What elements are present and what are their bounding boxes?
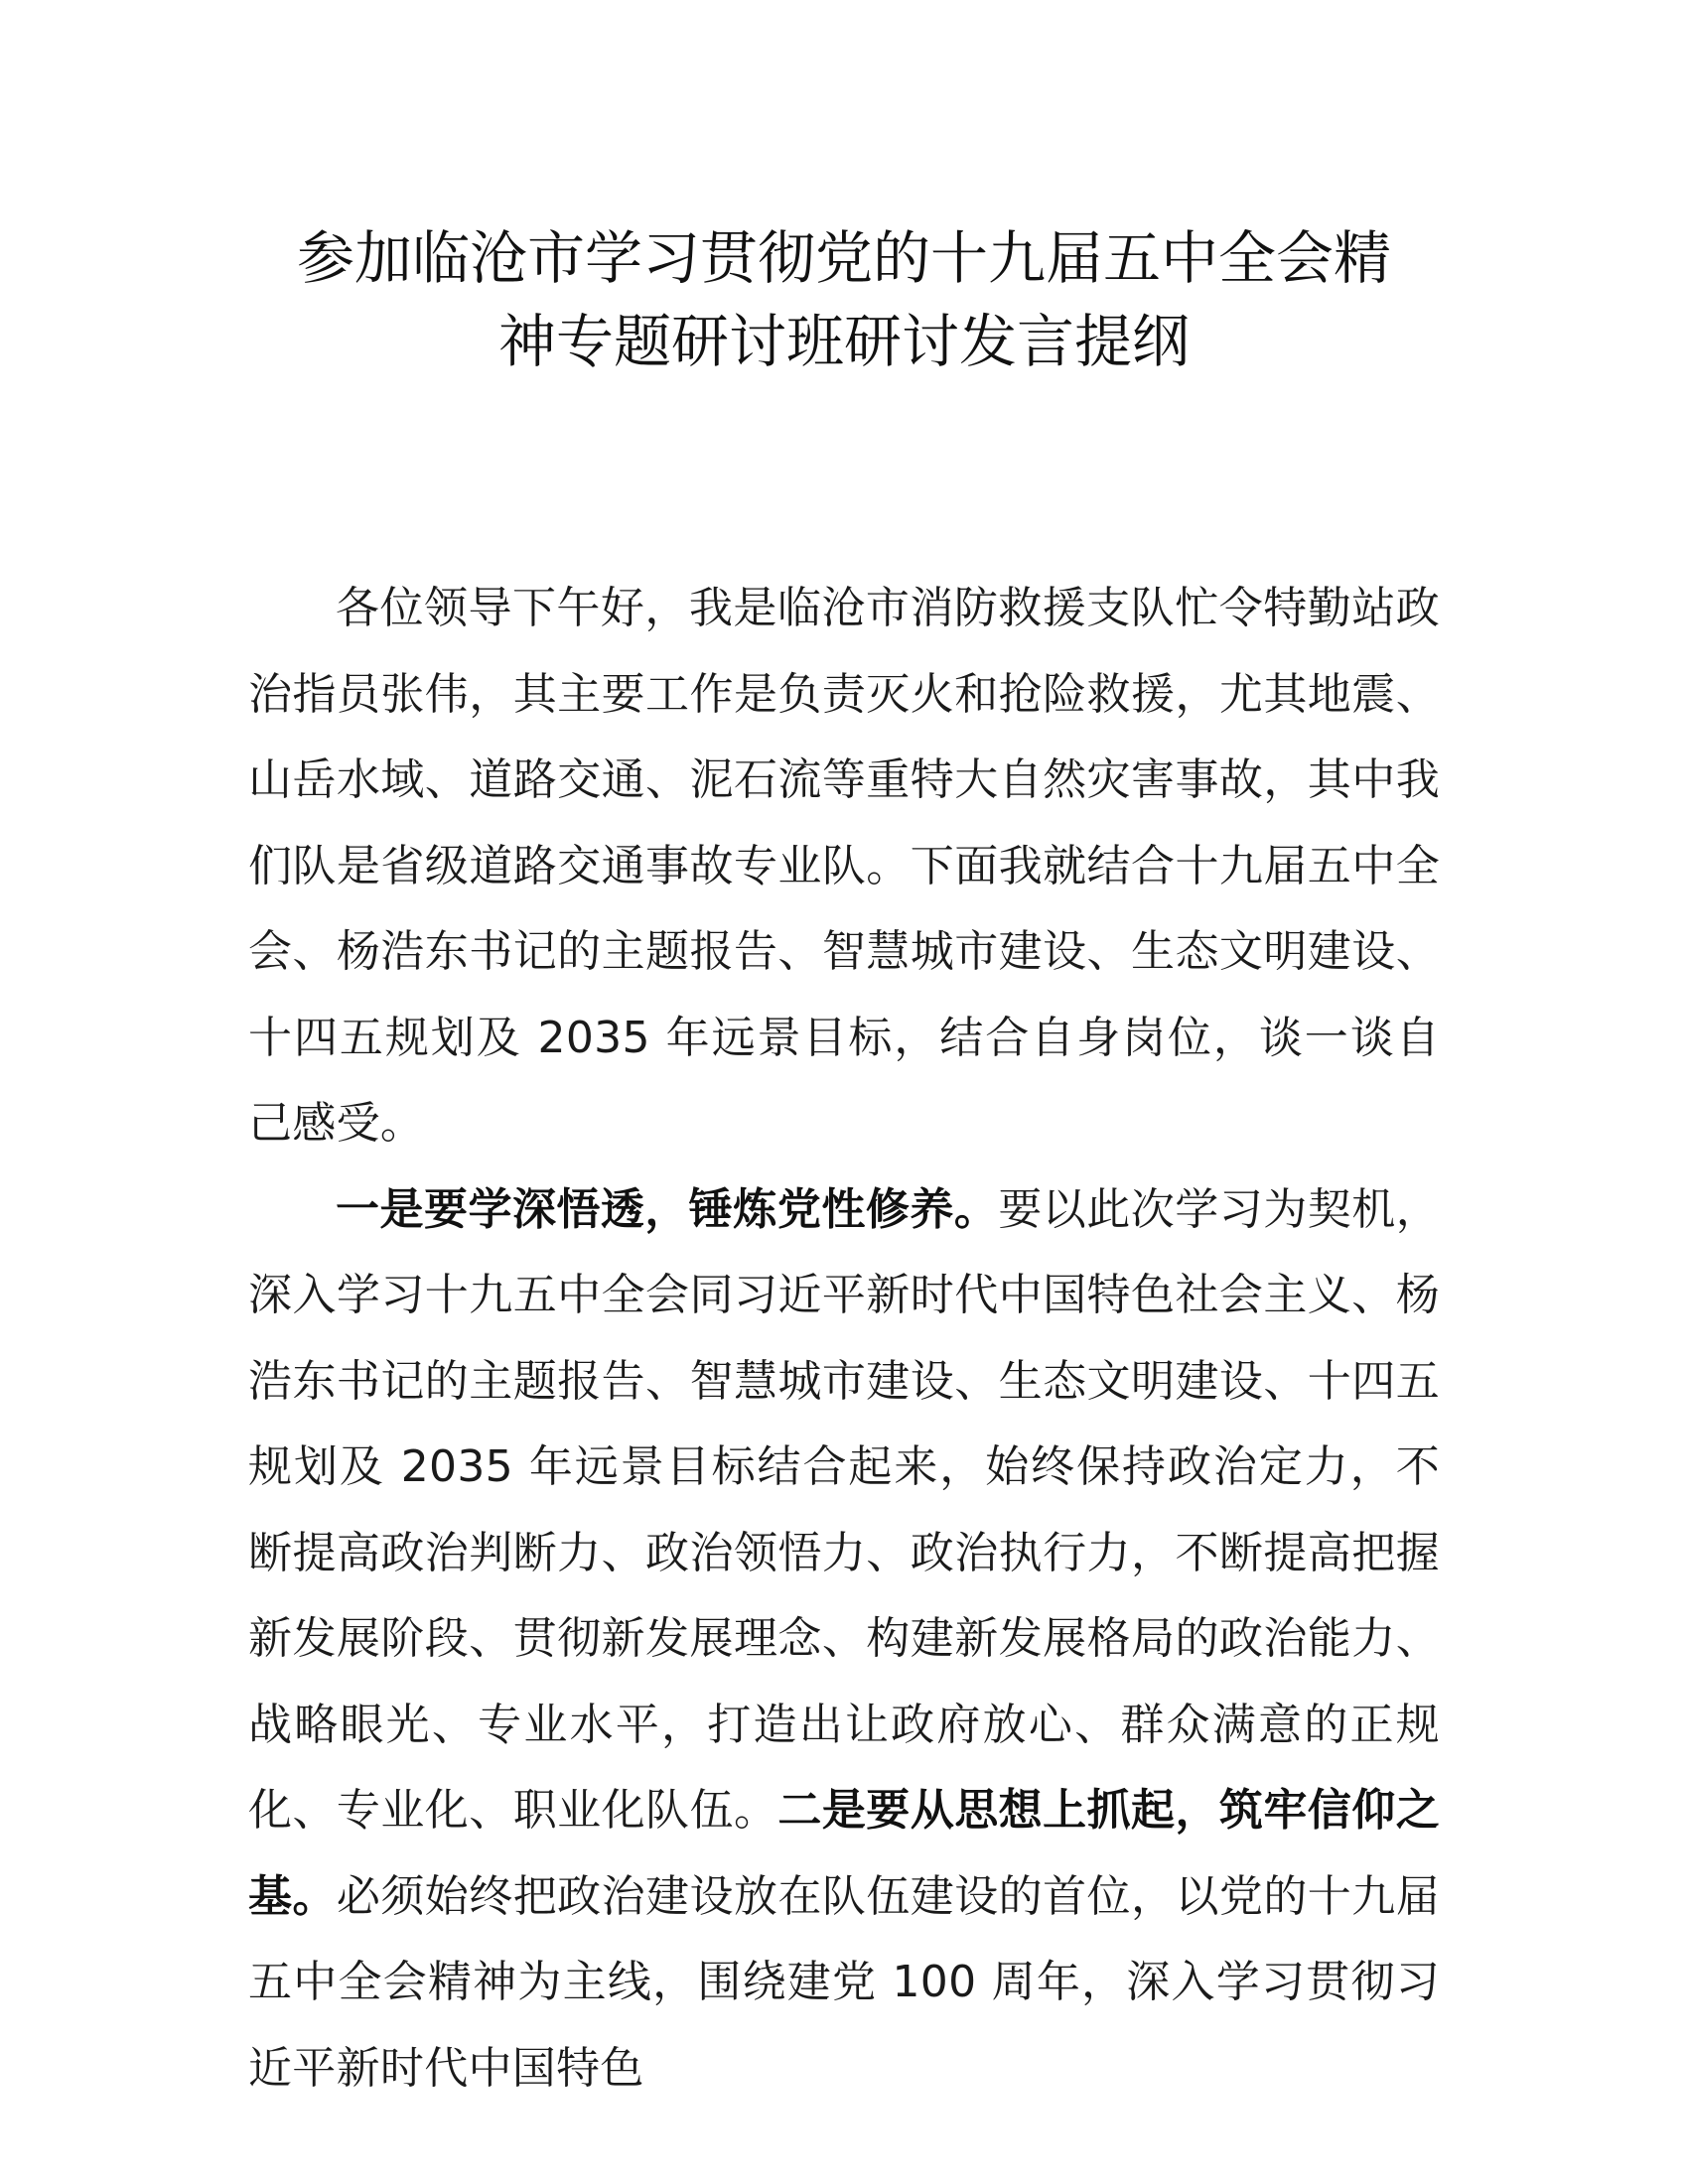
point-one-text: 要以此次学习为契机，深入学习十九五中全会同习近平新时代中国特色社会主义、杨浩东书记的主题报告、智慧城市建设、生态文明建设、十四五规划及 2035 年远景目标结合起来，始终保持政治定力，不断提高政治判断力、政治领悟力、政治执行力，不断提高把握新发展阶段、贯彻新发展理念、构建新发展格局的政治能力、战略眼光、专业水平，打造出让政府放心、群众满意的正规化、专业化、职业化队伍。 <box>248 1183 1440 1836</box>
document-body <box>248 566 1440 2112</box>
paragraph-intro: 各位领导下午好，我是临沧市消防救援支队忙令特勤站政治指员张伟，其主要工作是负责灭火和抢险救援，尤其地震、山岳水域、道路交通、泥石流等重特大自然灾害事故，其中我们队是省级道路交通事故专业队。下面我就结合十九届五中全会、杨浩东书记的主题报告、智慧城市建设、生态文明建设、十四五规划及 2035 年远景目标，结合自身岗位，谈一谈自己感受。 <box>248 583 1440 1149</box>
document-title <box>199 216 1489 383</box>
point-two-text: 必须始终把政治建设放在队伍建设的首位，以党的十九届五中全会精神为主线，围绕建党 100 周年，深入学习贯彻习近平新时代中国特色 <box>248 1870 1440 2094</box>
title-line-1: 参加临沧市学习贯彻党的十九届五中全会精 <box>296 224 1391 292</box>
point-one-heading: 一是要学深悟透，锤炼党性修养。 <box>336 1183 999 1235</box>
paragraph-points <box>248 1167 1440 2113</box>
point-two-heading: 二是要从思想上抓起，筑牢信仰之基。 <box>248 1785 1440 1922</box>
title-line-2: 神专题研讨班研讨发言提纲 <box>497 308 1190 375</box>
